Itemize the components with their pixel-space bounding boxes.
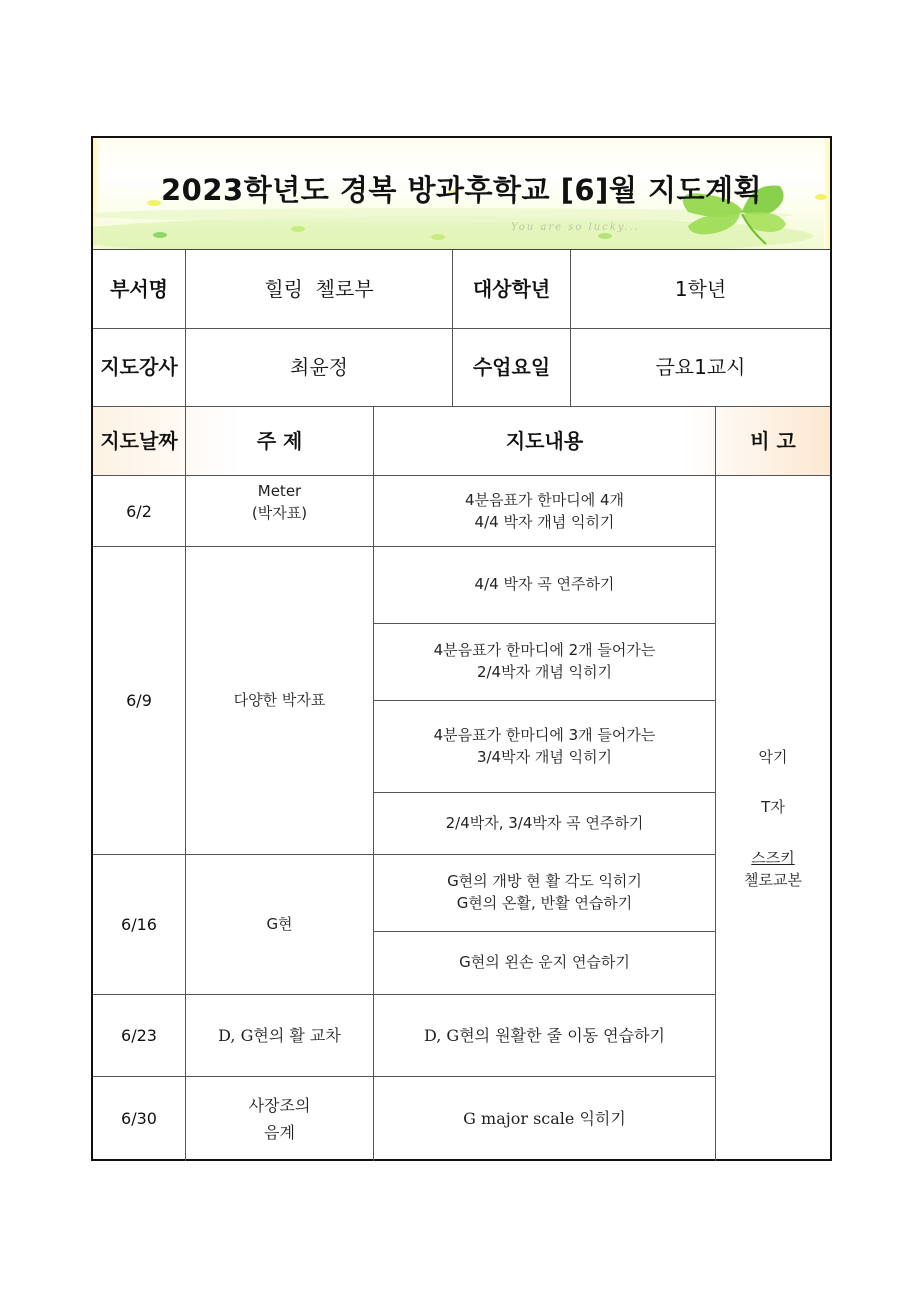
banner-dot	[598, 233, 612, 239]
row-content: 2/4박자, 3/4박자 곡 연주하기	[445, 814, 644, 833]
teacher-value: 최윤정	[290, 355, 348, 379]
row-date: 6/16	[121, 914, 157, 934]
header-date: 지도날짜	[100, 429, 178, 453]
divider	[452, 250, 453, 407]
document-title: 2023학년도 경복 방과후학교 [6]월 지도계획	[161, 173, 762, 207]
note-line: 스즈키	[751, 848, 795, 867]
row-content: G현의 왼손 운지 연습하기	[459, 953, 630, 972]
divider	[185, 407, 186, 1161]
row-date: 6/30	[121, 1109, 157, 1129]
row-date: 6/23	[121, 1025, 157, 1045]
divider	[93, 1076, 716, 1077]
divider	[715, 407, 716, 1161]
divider	[93, 546, 716, 547]
divider	[374, 931, 716, 932]
row-topic	[186, 476, 373, 547]
note-line: 악기	[758, 747, 788, 766]
content-line: G현의 온활, 반활 연습하기	[456, 894, 633, 912]
content-line: G현의 개방 현 활 각도 익히기	[447, 872, 642, 891]
day-label: 수업요일	[472, 355, 551, 379]
content-line: 4분음표가 한마디에 3개 들어가는	[433, 725, 656, 744]
divider	[93, 328, 830, 329]
topic-line: Meter	[257, 482, 302, 500]
divider	[570, 250, 571, 407]
topic-line: (박자표)	[251, 503, 308, 522]
divider	[93, 406, 830, 407]
row-topic	[186, 1077, 373, 1161]
row-content	[374, 624, 715, 700]
topic-line: 사장조의	[248, 1095, 311, 1115]
row-topic: D, G현의 활 교차	[218, 1025, 341, 1045]
dept-value: 힐링 첼로부	[264, 276, 374, 301]
row-content: G major scale 익히기	[463, 1109, 626, 1129]
divider	[374, 792, 716, 793]
divider	[374, 623, 716, 624]
banner-dot	[153, 232, 167, 238]
note-line: 첼로교본	[744, 871, 802, 889]
topic-line: 음계	[264, 1123, 295, 1142]
banner-dot	[431, 234, 445, 240]
divider	[93, 475, 830, 476]
row-date: 6/2	[126, 501, 152, 521]
header-content: 지도내용	[505, 429, 584, 453]
header-note: 비 고	[750, 429, 796, 453]
title-banner	[93, 138, 830, 250]
row-topic: 다양한 박자표	[233, 691, 326, 710]
row-content: 4/4 박자 곡 연주하기	[474, 575, 615, 594]
plan-document	[91, 136, 832, 1161]
content-line: 4분음표가 한마디에 4개	[464, 490, 625, 509]
content-line: 3/4박자 개념 익히기	[476, 747, 613, 766]
divider	[374, 700, 716, 701]
note-line: T자	[761, 798, 785, 816]
header-topic: 주 제	[256, 429, 303, 453]
row-content	[374, 476, 715, 547]
note-cell	[716, 476, 830, 1161]
grade-label: 대상학년	[472, 276, 551, 301]
divider	[373, 407, 374, 1161]
divider	[93, 854, 716, 855]
banner-dot	[291, 226, 305, 232]
banner-decoration-text: You are so lucky...	[511, 222, 640, 233]
row-content: D, G현의 원활한 줄 이동 연습하기	[423, 1025, 666, 1045]
day-value: 금요1교시	[655, 355, 746, 379]
row-date: 6/9	[126, 691, 152, 711]
row-topic: G현	[266, 914, 293, 933]
content-line: 4/4 박자 개념 익히기	[474, 512, 615, 531]
teacher-label: 지도강사	[100, 355, 178, 379]
content-line: 2/4박자 개념 익히기	[476, 663, 613, 681]
row-content	[374, 855, 715, 931]
grade-value: 1학년	[674, 276, 727, 301]
divider	[185, 250, 186, 407]
row-content	[374, 701, 715, 792]
dept-label: 부서명	[110, 276, 168, 301]
divider	[93, 994, 716, 995]
content-line: 4분음표가 한마디에 2개 들어가는	[433, 641, 656, 660]
